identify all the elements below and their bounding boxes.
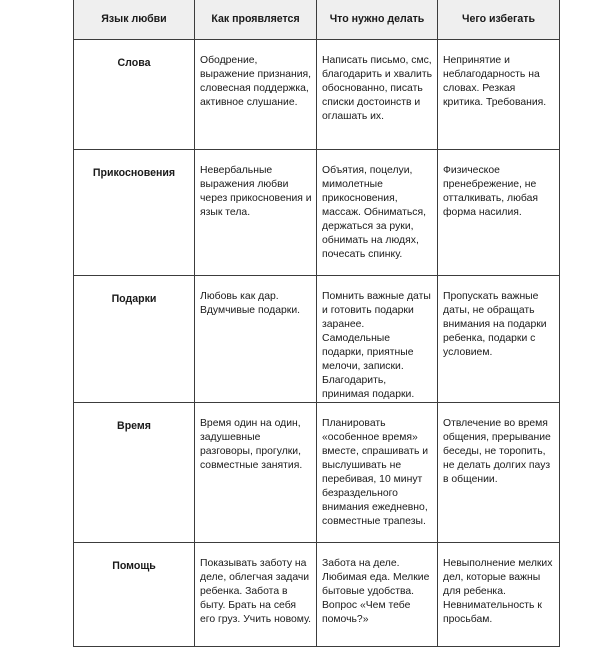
love-languages-table: [73, 0, 560, 647]
row-avoid: Физическое пренебрежение, не отталкивать, любая форма насилия.: [438, 150, 560, 276]
row-manifests: Невербальные выражения любви через прикосновения и язык тела.: [195, 150, 317, 276]
row-language: Прикосновения: [74, 150, 195, 276]
row-avoid: Пропускать важные даты, не обращать внимания на подарки ребенка, подарки с условием.: [438, 276, 560, 403]
table-row: [74, 543, 560, 647]
row-todo: Забота на деле. Любимая еда. Мелкие бытовые удобства. Вопрос «Чем тебе помочь?»: [317, 543, 438, 647]
row-manifests: Ободрение, выражение признания, словесная поддержка, активное слушание.: [195, 40, 317, 150]
row-todo: Написать письмо, смс, благодарить и хвалить обоснованно, писать списки достоинств и оглашать их.: [317, 40, 438, 150]
table-row: [74, 276, 560, 403]
table-row: [74, 150, 560, 276]
row-manifests: Время один на один, задушевные разговоры, прогулки, совместные занятия.: [195, 403, 317, 543]
header-avoid: Чего избегать: [438, 0, 560, 40]
header-manifests: Как проявляется: [195, 0, 317, 40]
row-todo: Объятия, поцелуи, мимолетные прикосновения, массаж. Обниматься, держаться за руки, обнимать на людях, почесать спинку.: [317, 150, 438, 276]
row-todo: Помнить важные даты и готовить подарки заранее. Самодельные подарки, приятные мелочи, записки. Благодарить, принимая подарки.: [317, 276, 438, 403]
row-avoid: Непринятие и неблагодарность на словах. Резкая критика. Требования.: [438, 40, 560, 150]
row-language: Время: [74, 403, 195, 543]
row-language: Слова: [74, 40, 195, 150]
row-language: Подарки: [74, 276, 195, 403]
row-manifests: Показывать заботу на деле, облегчая задачи ребенка. Забота в быту. Брать на себя его груз. Учить новому.: [195, 543, 317, 647]
table-row: [74, 403, 560, 543]
row-avoid: Отвлечение во время общения, прерывание беседы, не торопить, не делать долгих пауз в общении.: [438, 403, 560, 543]
row-avoid: Невыполнение мелких дел, которые важны для ребенка. Невнимательность к просьбам.: [438, 543, 560, 647]
row-manifests: Любовь как дар. Вдумчивые подарки.: [195, 276, 317, 403]
header-row: [74, 0, 560, 40]
header-todo: Что нужно делать: [317, 0, 438, 40]
header-language: Язык любви: [74, 0, 195, 40]
row-todo: Планировать «особенное время» вместе, спрашивать и выслушивать не перебивая, 10 минут безраздельного внимания ежедневно, совместные трапезы.: [317, 403, 438, 543]
row-language: Помощь: [74, 543, 195, 647]
table-row: [74, 40, 560, 150]
